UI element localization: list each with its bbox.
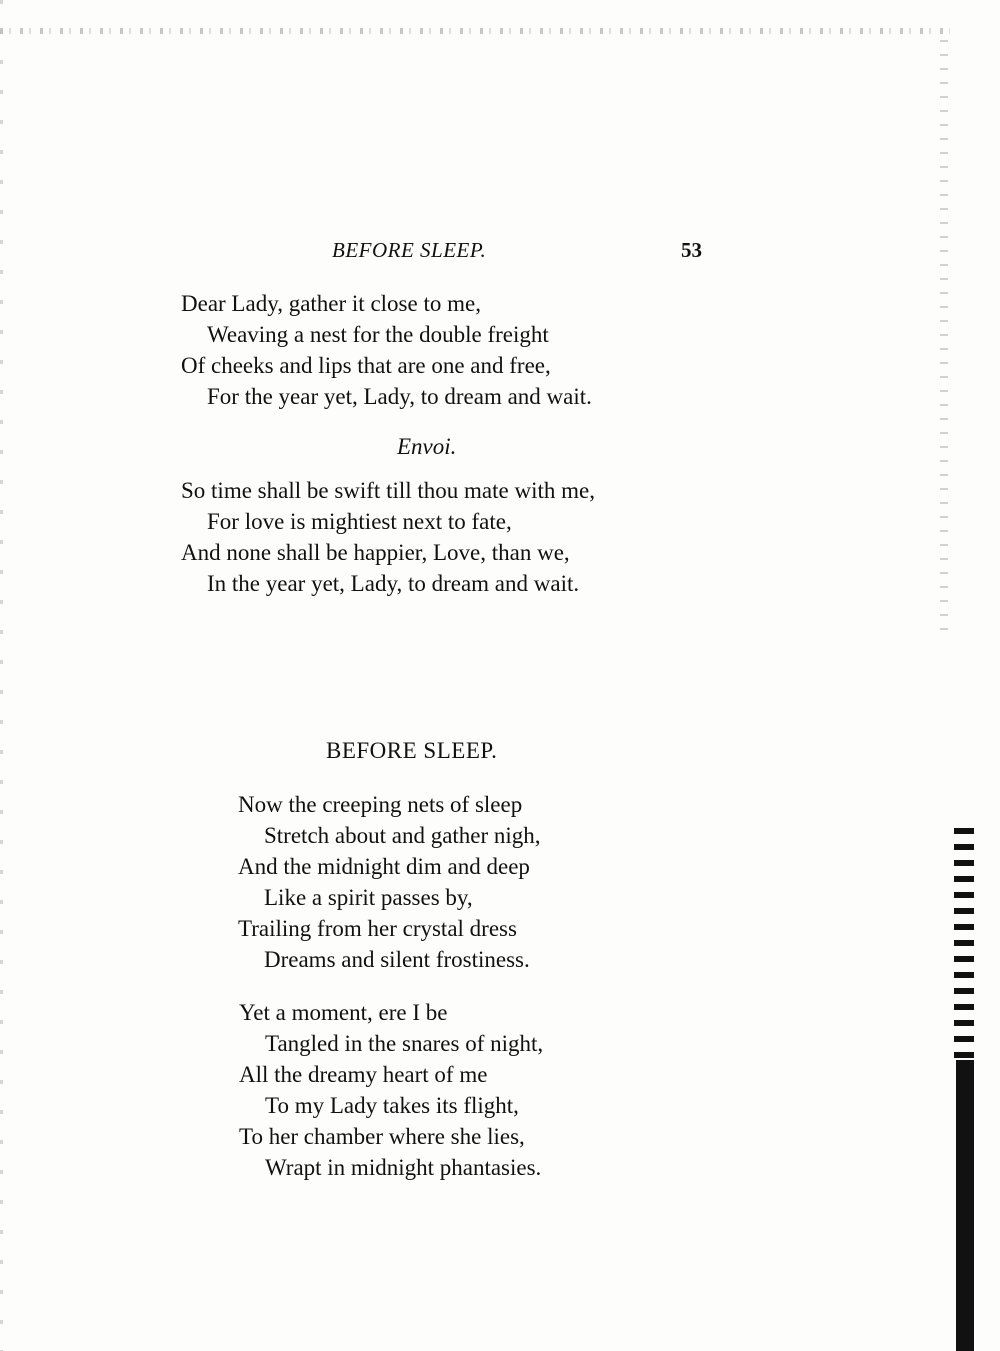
poem-line: Weaving a nest for the double freight <box>207 322 549 347</box>
poem-line: So time shall be swift till thou mate with me, <box>181 478 595 503</box>
poem-line: Wrapt in midnight phantasies. <box>265 1155 542 1180</box>
poem-line: Dreams and silent frostiness. <box>264 947 530 972</box>
poem-line: To her chamber where she lies, <box>239 1124 525 1149</box>
envoi-stanza <box>181 475 595 599</box>
poem-line: For the year yet, Lady, to dream and wait. <box>207 384 592 409</box>
poem-line: Of cheeks and lips that are one and free, <box>181 353 551 378</box>
envoi-heading: Envoi. <box>397 434 457 459</box>
poem-stanza-1 <box>238 789 541 975</box>
poem-line: Now the creeping nets of sleep <box>238 792 523 817</box>
poem-line: In the year yet, Lady, to dream and wait. <box>207 571 580 596</box>
scan-edge-left <box>0 0 3 1351</box>
poem-line: And none shall be happier, Love, than we, <box>181 540 570 565</box>
poem-line: Like a spirit passes by, <box>264 885 473 910</box>
stanza-continued <box>181 288 592 412</box>
scan-edge-marks <box>954 828 974 1060</box>
poem-line: Trailing from her crystal dress <box>238 916 517 941</box>
poem-title: BEFORE SLEEP. <box>326 738 498 763</box>
poem-line: Yet a moment, ere I be <box>239 1000 448 1025</box>
poem-line: Stretch about and gather nigh, <box>264 823 541 848</box>
poem-line: For love is mightiest next to fate, <box>207 509 512 534</box>
poem-stanza-2 <box>239 997 543 1183</box>
poem-line: Dear Lady, gather it close to me, <box>181 291 481 316</box>
poem-line: All the dreamy heart of me <box>239 1062 488 1087</box>
poem-line: Tangled in the snares of night, <box>265 1031 544 1056</box>
running-head: BEFORE SLEEP. <box>332 238 487 262</box>
scan-edge-top <box>0 28 950 34</box>
poem-line: To my Lady takes its flight, <box>265 1093 519 1118</box>
page-number: 53 <box>681 238 702 262</box>
poem-line: And the midnight dim and deep <box>238 854 530 879</box>
scan-edge-bar <box>956 1060 974 1351</box>
scan-edge-right <box>940 40 948 640</box>
